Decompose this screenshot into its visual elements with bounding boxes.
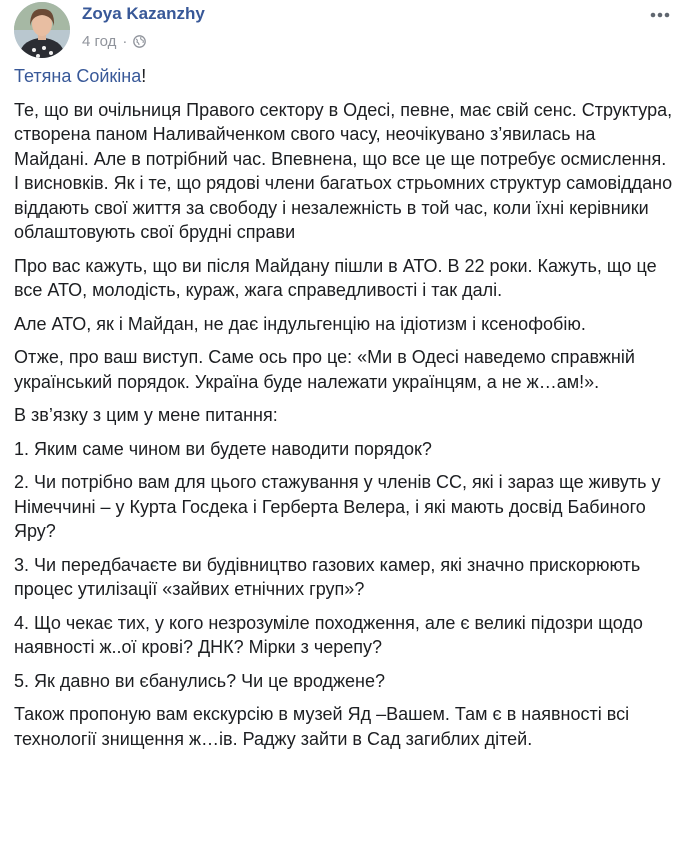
post-paragraph: Також пропоную вам екскурсію в музей Яд –Вашем. Там є в наявності всі технології знищення ж…ів. Раджу зайти в Сад загиблих дітей. xyxy=(14,704,630,749)
avatar[interactable] xyxy=(14,2,70,58)
more-horizontal-icon[interactable] xyxy=(648,8,672,22)
post-paragraph: 5. Як давно ви єбанулись? Чи це вроджене? xyxy=(14,670,385,691)
post-time[interactable]: 4 год xyxy=(82,33,117,50)
post-paragraph: Те, що ви очільниця Правого сектору в Одесі, певне, має свій сенс. Структура, створена паном Наливайченком свого часу, неочікувано з’явилась на Майдані. Але в потрібний час. Впевнена, що все це ще потребує осмислення. І висновків. Як і те, що рядові члени багатьох стрьомних структур самовіддано віддають свої життя за свободу і незалежність в той час, коли їхні керівники облаштовують свої брудні справи xyxy=(14,99,673,242)
mention-link[interactable]: Тетяна Сойкіна xyxy=(14,66,142,86)
post-paragraph: 2. Чи потрібно вам для цього стажування у членів СС, які і зараз ще живуть у Німеччині – у Курта Госдека і Герберта Велера, і які мають досвід Бабиного Яру? xyxy=(14,472,661,541)
meta-separator: · xyxy=(122,33,128,50)
post-paragraph: Отже, про ваш виступ. Саме ось про це: «Ми в Одесі наведемо справжній український порядок. Україна буде належати українцям, а не ж…ам!». xyxy=(14,347,635,392)
post-paragraph: Про вас кажуть, що ви після Майдану пішли в АТО. В 22 роки. Кажуть, що це все АТО, молодість, кураж, жага справедливості і так далі. xyxy=(14,255,657,300)
post-body xyxy=(14,64,674,760)
mention-line xyxy=(14,64,674,89)
author-name[interactable]: Zoya Kazanzhy xyxy=(82,4,205,23)
post-paragraph: 4. Що чекає тих, у кого незрозуміле походження, але є великі підозри щодо наявності ж..ої крові? ДНК? Мірки з черепу? xyxy=(14,612,643,657)
post-paragraph: В зв’язку з цим у мене питання: xyxy=(14,405,278,425)
post-paragraph: Але АТО, як і Майдан, не дає індульгенцію на ідіотизм і ксенофобію. xyxy=(14,313,586,334)
post-paragraph: 1. Яким саме чином ви будете наводити порядок? xyxy=(14,438,432,459)
post-header xyxy=(14,2,674,58)
mention-suffix: ! xyxy=(141,66,147,86)
post-paragraph: 3. Чи передбачаєте ви будівництво газових камер, які значно прискорюють процес утилізації «зайвих етнічних груп»? xyxy=(14,554,641,599)
globe-icon[interactable] xyxy=(133,35,146,48)
post-meta xyxy=(82,33,146,50)
